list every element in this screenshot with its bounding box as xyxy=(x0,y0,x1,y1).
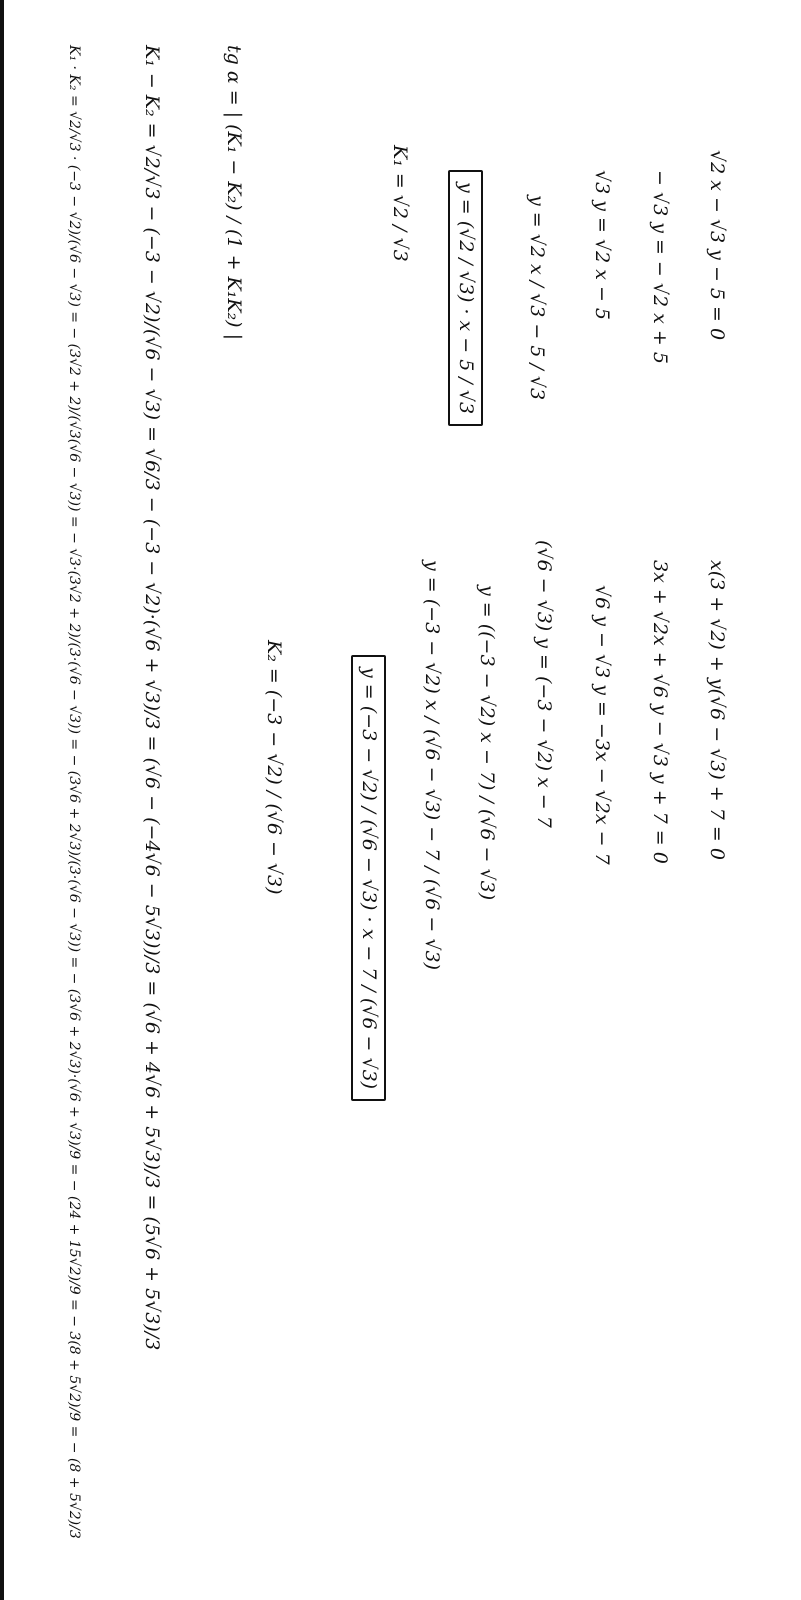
line2-step-split: y = (−3 − √2) x / (√6 − √3) − 7 / (√6 − √3) xyxy=(421,560,443,970)
k2-slope: K₂ = (−3 − √2) / (√6 − √3) xyxy=(263,640,285,895)
line1-slope-form-box: y = (√2 / √3) · x − 5 / √3 xyxy=(448,170,483,426)
line2-step-factor: (√6 − √3) y = (−3 − √2) x − 7 xyxy=(533,540,555,828)
k1-times-k2-computation: K₁ · K₂ = √2/√3 · (−3 − √2)/(√6 − √3) = − (3√2 + 2)/(√3(√6 − √3)) = − √3·(3√2 + 2)/(3·(√6 − √3)) = − (3√6 + 2√3)/(3·(√6 − √3)) = − (3√6 + 2√3)·(√6 + √3)/9 = − (24 + 15√2)/9 = − 3(8 + 5√2)/9 = − (8 + 5√2)/3 xyxy=(66,45,82,1539)
line1-equation: √2 x − √3 y − 5 = 0 xyxy=(706,150,728,341)
k1-minus-k2-computation: K₁ − K₂ = √2/√3 − (−3 − √2)/(√6 − √3) = √6/3 − (−3 − √2)·(√6 + √3)/3 = (√6 − (−4√6 − 5√3))/3 = (√6 + 4√6 + 5√3)/3 = (5√6 + 5√3)/3 xyxy=(141,45,163,1351)
line2-step-expand: 3x + √2x + √6 y − √3 y + 7 = 0 xyxy=(649,560,671,864)
line2-slope-form-box: y = (−3 − √2) / (√6 − √3) · x − 7 / (√6 − √3) xyxy=(351,655,386,1101)
line1-step-negate: − √3 y = − √2 x + 5 xyxy=(649,170,671,364)
line2-equation: x(3 + √2) + y(√6 − √3) + 7 = 0 xyxy=(706,560,728,860)
k1-slope: K₁ = √2 / √3 xyxy=(389,145,411,262)
line2-step-divide: y = ((−3 − √2) x − 7) / (√6 − √3) xyxy=(476,585,498,901)
tangent-angle-formula: tg α = | (K₁ − K₂) / (1 + K₁K₂) | xyxy=(223,45,245,341)
line2-step-group: √6 y − √3 y = −3x − √2x − 7 xyxy=(591,585,613,865)
line1-step-isolate: √3 y = √2 x − 5 xyxy=(591,170,613,321)
line1-step-divide: y = √2 x / √3 − 5 / √3 xyxy=(526,195,548,401)
